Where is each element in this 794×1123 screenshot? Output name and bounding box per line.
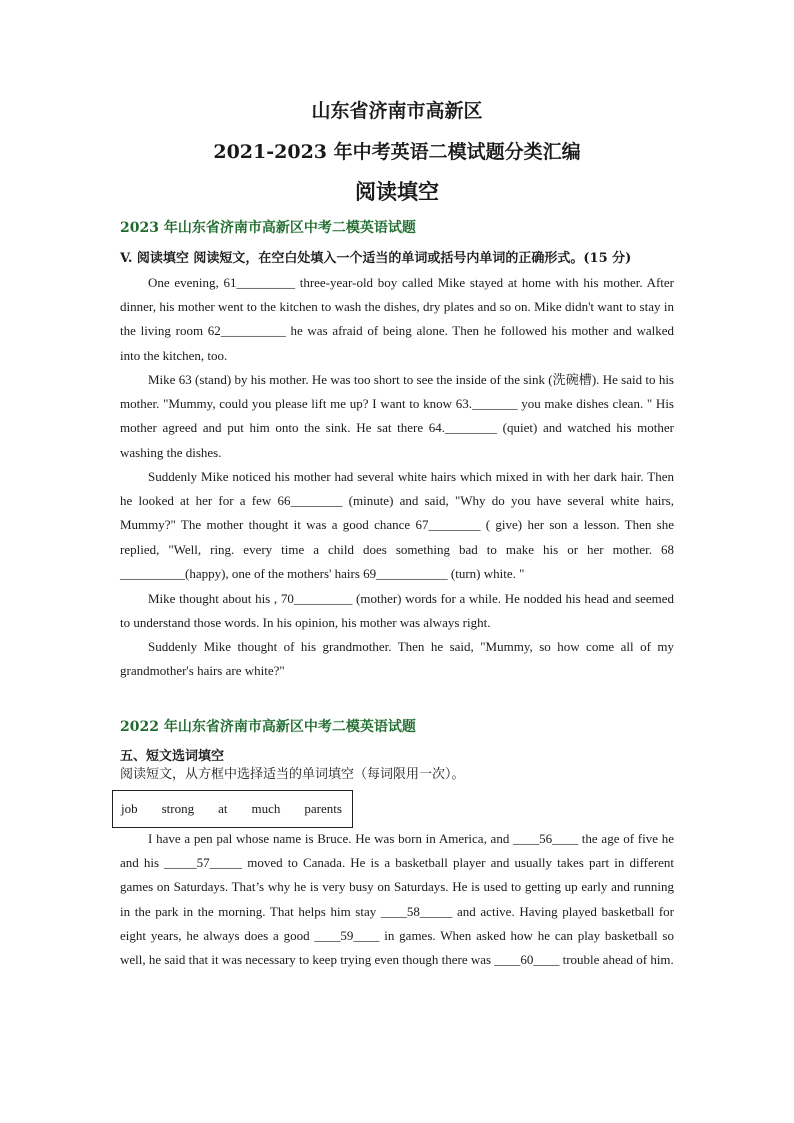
passage-paragraph: Suddenly Mike noticed his mother had several white hairs which mixed in with her dark hair. Then he looked at her for a few 66________ (minute) and said, "Why do you have several white hairs, Mummy?" The mother thought it was a good chance 67________ ( give) her son a lesson. Then she replied, "Well, ring. every time a child does something bad to make his or her mother. 68 __________(happy), one of the mothers' hairs 69___________ (turn) white. ": [120, 469, 674, 581]
document-title-exam: 2021-2023 年中考英语二模试题分类汇编: [213, 141, 581, 163]
section-subheading-2022: 五、短文选词填空: [120, 749, 225, 764]
word-box-item: much: [251, 801, 281, 816]
word-box-item: strong: [161, 801, 195, 816]
passage-paragraph: Mike thought about his , 70_________ (mother) words for a while. He nodded his head and seemed to understand those words. In his opinion, his mother was always right.: [120, 591, 674, 631]
passage-paragraph: Mike 63 (stand) by his mother. He was too short to see the inside of the sink (洗碗槽). He said to his mother. "Mummy, could you please lift me up? I want to know 63._______ you make dishes clean. " His mother agreed and put him onto the sink. He sat there 64.________ (quiet) and watched his mother washing the dishes.: [120, 372, 674, 460]
passage-paragraph: I have a pen pal whose name is Bruce. He was born in America, and ____56____ the age of five he and his _____57_____ moved to Canada. He is a basketball player and usually takes part in different games on Saturdays. That’s why he is very busy on Saturdays. He is used to getting up early and running in the park in the morning. That helps him stay ____58_____ and active. Having played basketball for eight years, he always does a good ____59____ in games. When asked how he can play basketball so well, he said that it was necessary to keep trying even though there was ____60____ trouble ahead of him.: [120, 831, 674, 968]
section-heading-2022: 2022 年山东省济南市高新区中考二模英语试题: [120, 719, 416, 735]
word-box: [112, 790, 353, 828]
document-title-region: 山东省济南市高新区: [311, 100, 483, 122]
word-box-item: job: [121, 801, 138, 816]
section-heading-2023: 2023 年山东省济南市高新区中考二模英语试题: [120, 220, 416, 236]
passage-paragraph: One evening, 61_________ three-year-old boy called Mike stayed at home with his mother. After dinner, his mother went to the kitchen to wash the dishes, dry plates and so on. Mike didn't want to stay in the living room 62__________ he was afraid of being alone. Then he followed his mother and walked into the kitchen, too.: [120, 275, 674, 363]
word-box-item: parents: [304, 801, 342, 816]
word-box-item: at: [218, 801, 228, 816]
document-title-topic: 阅读填空: [355, 179, 439, 204]
passage-paragraph: Suddenly Mike thought of his grandmother. Then he said, "Mummy, so how come all of my grandmother's hairs are white?": [120, 639, 674, 679]
section-instruction-2022: 阅读短文，从方框中选择适当的单词填空（每词限用一次）。: [120, 767, 465, 782]
section-instruction-2023: V. 阅读填空 阅读短文，在空白处填入一个适当的单词或括号内单词的正确形式。(15 分): [120, 251, 632, 266]
